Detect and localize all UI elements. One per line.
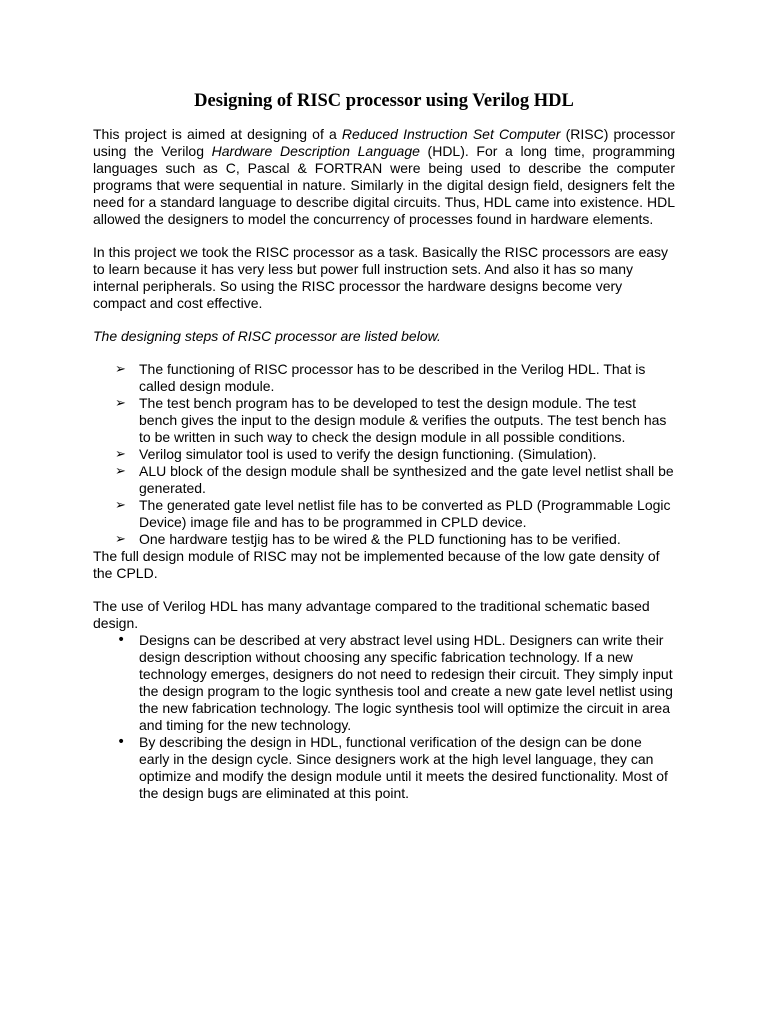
step-text: The generated gate level netlist file has to be converted as PLD (Programmable Logic Device) image file and has to be programmed in CPLD device. bbox=[139, 497, 671, 530]
list-item bbox=[115, 531, 675, 548]
intro-text-3: (HDL). For a long time, programming languages such as C, Pascal & FORTRAN were being used to describe the computer programs that were sequential in nature. Similarly in the digital design field, designers felt the need for a standard language to describe digital circuits. Thus, HDL came into existence. HDL allowed the designers to model the concurrency of processes found in hardware elements. bbox=[93, 143, 675, 227]
intro-text-1: This project is aimed at designing of a bbox=[93, 126, 342, 142]
bullet-icon: • bbox=[117, 632, 126, 648]
document-page bbox=[93, 90, 675, 802]
step-text: ALU block of the design module shall be synthesized and the gate level netlist shall be generated. bbox=[139, 463, 674, 496]
advantages-intro: The use of Verilog HDL has many advantage compared to the traditional schematic based design. bbox=[93, 598, 650, 631]
step-text: The functioning of RISC processor has to be described in the Verilog HDL. That is called design module. bbox=[139, 361, 646, 394]
advantage-text: Designs can be described at very abstract level using HDL. Designers can write their design description without choosing any specific fabrication technology. If a new technology emerges, designers do not need to redesign their circuit. They simply input the design program to the logic synthesis tool and create a new gate level netlist using the new fabrication technology. The logic synthesis tool will optimize the circuit in area and timing for the new technology. bbox=[139, 632, 673, 733]
arrow-bullet-icon: ➢ bbox=[115, 498, 126, 513]
steps-list bbox=[115, 361, 675, 548]
list-item bbox=[115, 446, 675, 463]
arrow-bullet-icon: ➢ bbox=[115, 362, 126, 377]
intro-paragraph bbox=[93, 126, 675, 228]
advantage-text: By describing the design in HDL, functional verification of the design can be done early in the design cycle. Since designers work at the high level language, they can optimize and modify the design module until it meets the desired functionality. Most of the design bugs are eliminated at this point. bbox=[139, 734, 668, 801]
arrow-bullet-icon: ➢ bbox=[115, 464, 126, 479]
bullet-icon: • bbox=[117, 734, 126, 750]
advantages-list bbox=[115, 632, 675, 802]
list-item bbox=[115, 395, 675, 446]
list-item bbox=[115, 463, 675, 497]
step-text: One hardware testjig has to be wired & the PLD functioning has to be verified. bbox=[139, 531, 621, 547]
project-paragraph: In this project we took the RISC processor as a task. Basically the RISC processors are easy to learn because it has very less but power full instruction sets. And also it has so many internal peripherals. So using the RISC processor the hardware designs become very compact and cost effective. bbox=[93, 244, 669, 311]
arrow-bullet-icon: ➢ bbox=[115, 396, 126, 411]
step-text: Verilog simulator tool is used to verify the design functioning. (Simulation). bbox=[139, 446, 597, 462]
intro-text-2: (RISC) processor using the Verilog bbox=[93, 126, 675, 159]
step-text: The test bench program has to be developed to test the design module. The test bench gives the input to the design module & verifies the outputs. The test bench has to be written in such way to check the design module in all possible conditions. bbox=[139, 395, 667, 445]
document-title: Designing of RISC processor using Verilog HDL bbox=[194, 91, 574, 111]
list-item bbox=[115, 361, 675, 395]
steps-heading: The designing steps of RISC processor are listed below. bbox=[93, 328, 441, 344]
arrow-bullet-icon: ➢ bbox=[115, 532, 126, 547]
cpld-note: The full design module of RISC may not be implemented because of the low gate density of the CPLD. bbox=[93, 548, 660, 581]
intro-emphasis-hdl: Hardware Description Language bbox=[211, 143, 420, 159]
arrow-bullet-icon: ➢ bbox=[115, 447, 126, 462]
intro-emphasis-risc: Reduced Instruction Set Computer bbox=[341, 126, 561, 142]
list-item bbox=[115, 734, 675, 802]
list-item bbox=[115, 497, 675, 531]
list-item bbox=[115, 632, 675, 734]
